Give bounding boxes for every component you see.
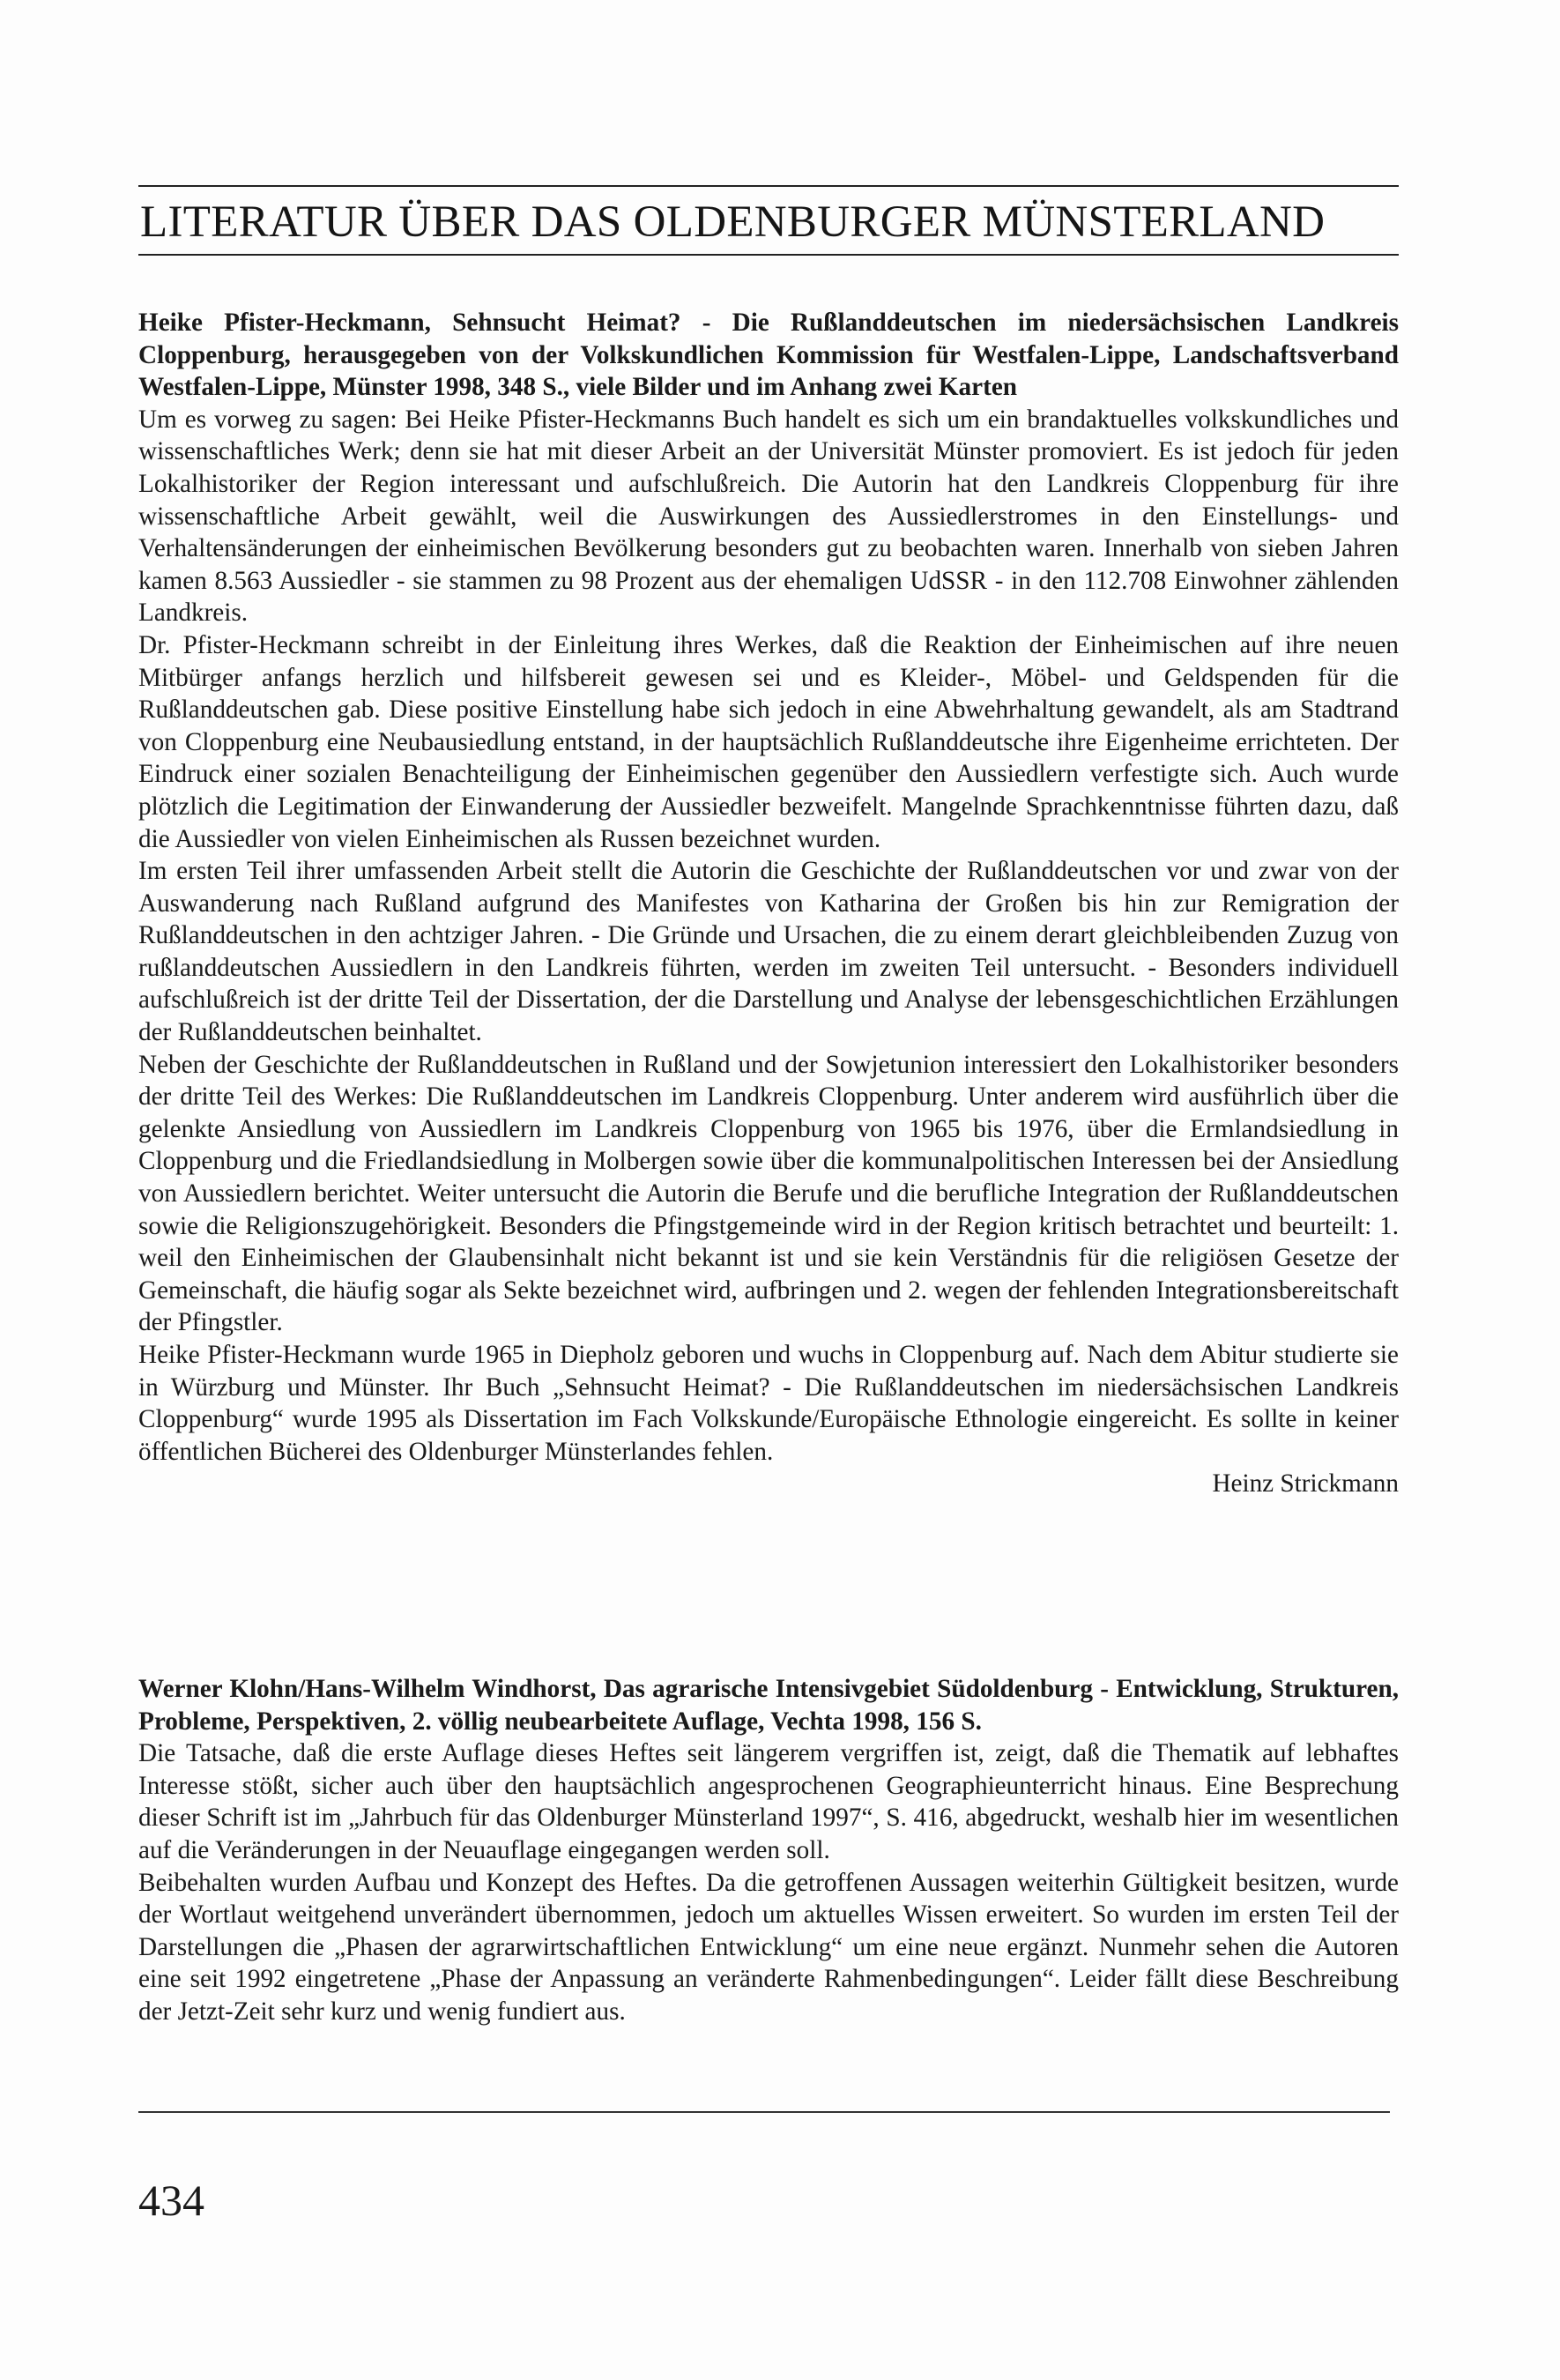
- review-paragraph: Beibehalten wurden Aufbau und Konzept des Heftes. Da die getroffenen Aussagen weiterhin Gültigkeit besitzen, wurde der Wortlaut weitgehend unverändert übernommen, jedoch um aktuelles Wissen erweitert. So wurden im ersten Teil der Darstellungen die „Phasen der agrarwirtschaftlichen Entwicklung“ um eine neue ergänzt. Nunmehr sehen die Autoren eine seit 1992 eingetretene „Phase der Anpassung an veränderte Rahmenbedingungen“. Leider fällt diese Beschreibung der Jetzt-Zeit sehr kurz und wenig fundiert aus.: [138, 1868, 1399, 2026]
- review-paragraph: Neben der Geschichte der Rußlanddeutschen in Rußland und der Sowjetunion interessiert den Lokalhistoriker besonders der dritte Teil des Werkes: Die Rußlanddeutschen im Landkreis Cloppenburg. Unter anderem wird ausführlich über die gelenkte Ansiedlung von Aussiedlern im Landkreis Cloppenburg von 1965 bis 1976, über die Ermlandsiedlung in Cloppenburg und die Friedlandsiedlung in Molbergen sowie über die kommunalpolitischen Interessen bei der Ansiedlung von Aussiedlern berichtet. Weiter untersucht die Autorin die Berufe und die berufliche Integration der Rußlanddeutschen sowie die Religionszugehörigkeit. Besonders die Pfingstgemeinde wird in der Region kritisch betrachtet und beurteilt: 1. weil den Einheimischen der Glaubensinhalt nicht bekannt ist und sie kein Verständnis für die religiösen Gesetze der Gemeinschaft, die häufig sogar als Sekte bezeichnet wird, aufbringen und 2. wegen der fehlenden Integrationsbereitschaft der Pfingstler.: [138, 1050, 1399, 1337]
- review-paragraph: Um es vorweg zu sagen: Bei Heike Pfister-Heckmanns Buch handelt es sich um ein brandaktuelles volkskundliches und wissenschaftliches Werk; denn sie hat mit dieser Arbeit an der Universität Münster promoviert. Es ist jedoch für jeden Lokalhistoriker der Region interessant und aufschlußreich. Die Autorin hat den Landkreis Cloppenburg für ihre wissenschaftliche Arbeit gewählt, weil die Auswirkungen des Aussiedlerstromes in den Einstellungs- und Verhaltensänderungen der einheimischen Bevölkerung besonders gut zu beobachten waren. Innerhalb von sieben Jahren kamen 8.563 Aussiedler - sie stammen zu 98 Prozent aus der ehemaligen UdSSR - in den 112.708 Einwohner zählenden Landkreis.: [138, 405, 1399, 628]
- footer-divider: [138, 2111, 1390, 2113]
- review-paragraph: Die Tatsache, daß die erste Auflage dieses Heftes seit längerem vergriffen ist, zeigt, daß die Thematik auf lebhaftes Interesse stößt, sicher auch über den hauptsächlich angesprochenen Geographieunterricht hinaus. Eine Besprechung dieser Schrift ist im „Jahrbuch für das Oldenburger Münsterland 1997“, S. 416, abgedruckt, weshalb hier im wesentlichen auf die Veränderungen in der Neuauflage eingegangen werden soll.: [138, 1739, 1399, 1864]
- review-body: [138, 1737, 1399, 2027]
- review-pfister-heckmann: [138, 307, 1399, 1500]
- review-klohn-windhorst: [138, 1673, 1399, 2028]
- reviewer-signature: Heinz Strickmann: [1212, 1469, 1399, 1499]
- running-head-title: LITERATUR ÜBER DAS OLDENBURGER MÜNSTERLAND: [140, 197, 1326, 247]
- page-number: 434: [138, 2175, 204, 2225]
- review-paragraph: Heike Pfister-Heckmann wurde 1965 in Diepholz geboren und wuchs in Cloppenburg auf. Nach dem Abitur studierte sie in Würzburg und Münster. Ihr Buch „Sehnsucht Heimat? - Die Rußlanddeutschen im niedersächsischen Landkreis Cloppenburg“ wurde 1995 als Dissertation im Fach Volkskunde/Europäische Ethnologie eingereicht. Es sollte in keiner öffentlichen Bücherei des Oldenburger Münsterlandes fehlen.: [138, 1341, 1399, 1466]
- review-body: [138, 404, 1399, 1469]
- running-head: [138, 185, 1399, 256]
- review-heading: Werner Klohn/Hans-Wilhelm Windhorst, Das agrarische Intensivgebiet Südoldenburg - Entwicklung, Strukturen, Probleme, Perspektiven, 2. völlig neubearbeitete Auflage, Vechta 1998, 156 S.: [138, 1675, 1399, 1736]
- review-paragraph: Im ersten Teil ihrer umfassenden Arbeit stellt die Autorin die Geschichte der Rußlanddeutschen vor und zwar von der Auswanderung nach Rußland aufgrund des Manifestes von Katharina der Großen bis hin zur Remigration der Rußlanddeutschen in den achtziger Jahren. - Die Gründe und Ursachen, die zu einem derart gleichbleibenden Zuzug von rußlanddeutschen Aussiedlern in den Landkreis führten, werden im zweiten Teil untersucht. - Besonders individuell aufschlußreich ist der dritte Teil der Dissertation, der die Darstellung und Analyse der lebensgeschichtlichen Erzählungen der Rußlanddeutschen beinhaltet.: [138, 857, 1399, 1047]
- review-heading: Heike Pfister-Heckmann, Sehnsucht Heimat? - Die Rußlanddeutschen im niedersächsischen Landkreis Cloppenburg, herausgegeben von der Volkskundlichen Kommission für Westfalen-Lippe, Landschaftsverband Westfalen-Lippe, Münster 1998, 348 S., viele Bilder und im Anhang zwei Karten: [138, 309, 1399, 402]
- review-paragraph: Dr. Pfister-Heckmann schreibt in der Einleitung ihres Werkes, daß die Reaktion der Einheimischen auf ihre neuen Mitbürger anfangs herzlich und hilfsbereit gewesen sei und es Kleider-, Möbel- und Geldspenden für die Rußlanddeutschen gab. Diese positive Einstellung habe sich jedoch in eine Abwehrhaltung gewandelt, als am Stadtrand von Cloppenburg eine Neubausiedlung entstand, in der hauptsächlich Rußlanddeutsche ihre Eigenheime errichteten. Der Eindruck einer sozialen Benachteiligung der Einheimischen gegenüber den Aussiedlern verfestigte sich. Auch wurde plötzlich die Legitimation der Einwanderung der Aussiedler bezweifelt. Mangelnde Sprachkenntnisse führten dazu, daß die Aussiedler von vielen Einheimischen als Russen bezeichnet wurden.: [138, 630, 1399, 853]
